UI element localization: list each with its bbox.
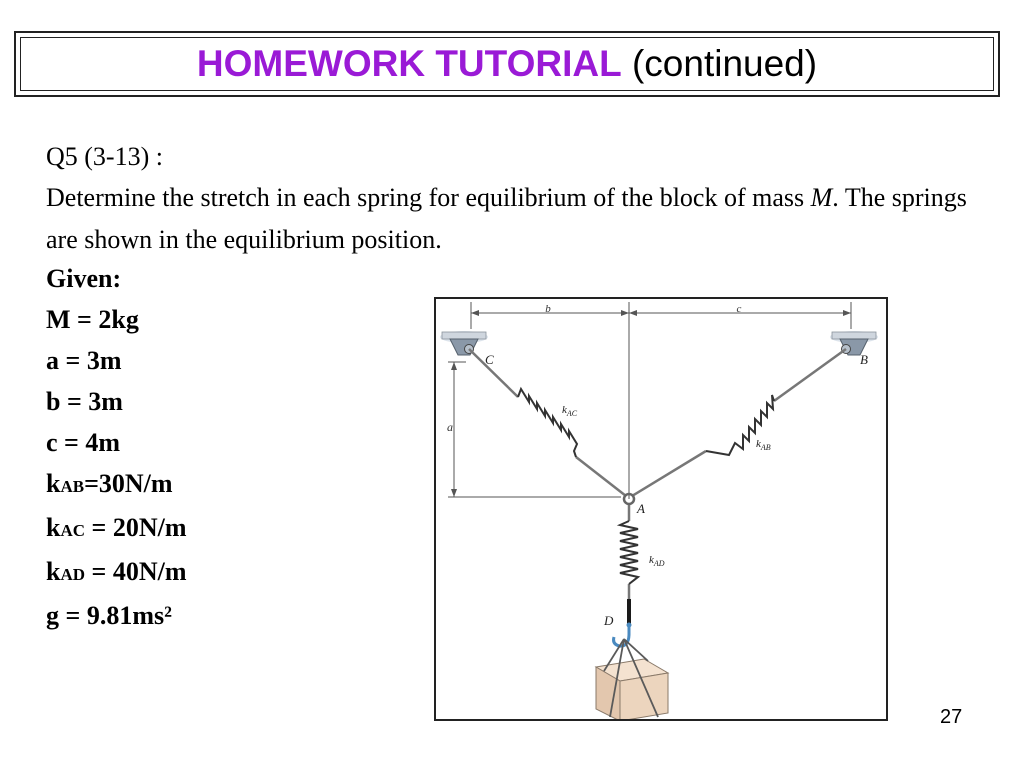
spring-figure <box>434 297 888 721</box>
label-kac: $k_{AC}$ <box>562 404 578 418</box>
given-a: a = 3m <box>46 346 122 375</box>
dimension-arrows <box>451 310 851 497</box>
label-C: C <box>485 352 494 367</box>
label-c: c <box>736 303 742 315</box>
dimension-lines <box>448 302 851 499</box>
label-kab: $k_{AB}$ <box>756 438 771 452</box>
given-g: g = 9.81ms² <box>46 601 172 630</box>
given-kac: kAC = 20N/m <box>46 513 187 542</box>
statement-part1: Determine the stretch in each spring for equilibrium of the block of mass <box>46 183 811 212</box>
given-kab: kAB=30N/m <box>46 469 173 498</box>
given-list <box>46 258 187 636</box>
label-b: b <box>545 303 551 315</box>
given-c: c = 4m <box>46 428 121 457</box>
label-kad: $k_{AD}$ <box>649 554 665 568</box>
given-heading: Given: <box>46 264 122 293</box>
spring-ad <box>620 521 638 584</box>
given-kad: kAD = 40N/m <box>46 557 187 586</box>
given-b: b = 3m <box>46 387 123 416</box>
label-a: a <box>447 420 453 434</box>
statement-var: M <box>810 183 833 212</box>
given-mass: M = 2kg <box>46 305 139 334</box>
title-sub: (continued) <box>631 43 818 84</box>
title-frame <box>14 31 1000 97</box>
spring-ac <box>518 389 577 457</box>
title-main: HOMEWORK TUTORIAL <box>196 43 622 84</box>
spring-diagram <box>436 299 886 719</box>
ceiling-support-right <box>830 331 878 355</box>
problem-statement <box>46 177 986 261</box>
title-inner-frame <box>20 37 994 91</box>
page-number: 27 <box>940 706 963 728</box>
label-A: A <box>637 501 645 516</box>
label-D: D <box>604 613 614 628</box>
ceiling-support-left <box>440 331 488 355</box>
slide-title <box>197 43 817 85</box>
label-B: B <box>860 352 868 367</box>
question-label: Q5 (3-13) : <box>46 142 163 171</box>
statement-part2: . The springs are shown in the equilibrium position. <box>46 183 967 254</box>
